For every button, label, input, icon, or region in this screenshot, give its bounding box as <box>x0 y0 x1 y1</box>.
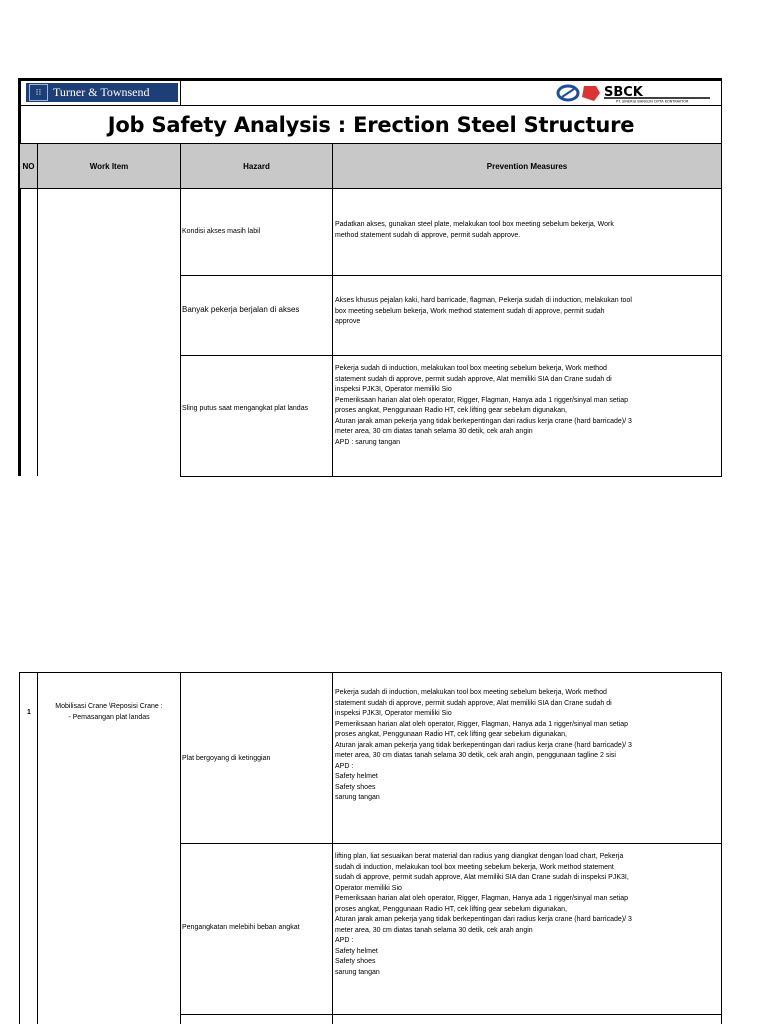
prevention-line: meter area, 30 cm diatas tanah selama 30 detik, cek arah angin <box>335 926 533 934</box>
prevention-line: proses angkat, Penggunaan Radio HT, cek lifting gear sebelum digunakan, <box>335 407 567 414</box>
col-line-1 <box>37 144 38 476</box>
prevention-line: Safety helmet <box>335 947 378 955</box>
prevention-line: meter area, 30 cm diatas tanah selama 30 detik, cek arah angin <box>335 428 533 435</box>
work-item-line: - Pemasangan plat landas <box>68 713 150 721</box>
hazard-cell: Banyak pekerja berjalan di akses <box>182 305 300 314</box>
table-top-border <box>18 78 722 81</box>
prevention-line: sarung tangan <box>335 968 380 976</box>
prevention-line: Padatkan akses, gunakan steel plate, melakukan tool box meeting sebelum bekerja, Work <box>335 221 614 228</box>
prevention-line: APD : <box>335 762 354 770</box>
p2-col-line-1 <box>37 672 38 1024</box>
col-header-work-item: Work Item <box>38 144 180 188</box>
header-bottom <box>20 188 722 189</box>
prevention-line: approve <box>335 318 361 325</box>
row-sep-1 <box>180 275 722 276</box>
sbck-logo <box>556 82 716 104</box>
prevention-line: meter area, 30 cm diatas tanah selama 30 detik, cek arah angin, penggunaan tagline 2 sisi <box>335 752 616 759</box>
logo-row-bottom <box>20 105 722 106</box>
hazard-cell: Pengangkatan melebihi beban angkat <box>182 924 300 931</box>
turner-townsend-text: Turner & Townsend <box>53 85 150 99</box>
sbck-text: SBCK <box>604 85 643 100</box>
turner-townsend-logo <box>26 83 178 102</box>
sbck-subtitle: PT. SINERGI BANGUN CIPTA KONTRAKTOR <box>616 99 689 104</box>
prevention-cell <box>335 364 721 448</box>
hazard-cell: Sling putus saat mengangkat plat landas <box>182 405 309 412</box>
hazard-cell: Kondisi akses masih labil <box>182 228 261 235</box>
p2-top-border <box>19 672 722 673</box>
prevention-line: Aturan jarak aman pekerja yang tidak berkepentingan dari radius kerja crane (hard barricade)/ 3 <box>335 916 632 923</box>
prevention-line: Pekerja sudah di induction, melakukan tool box meeting sebelum bekerja, Work method <box>335 365 607 372</box>
prevention-line: statement sudah di approve, permit sudah approve, Alat memiliki SIA dan Crane sudah di <box>335 375 612 383</box>
prevention-cell <box>335 852 721 978</box>
hazard-cell: Plat bergoyang di ketinggian <box>182 755 271 762</box>
prevention-line: method statement sudah di approve, permit sudah approve. <box>335 231 521 239</box>
p2-col-line-2 <box>180 672 181 1024</box>
prevention-line: Operator memiliki Sio <box>335 884 402 892</box>
prevention-line: proses angkat, Penggunaan Radio HT, cek lifting gear sebelum digunakan, <box>335 731 567 738</box>
page-title: Job Safety Analysis : Erection Steel Structure <box>107 113 635 137</box>
prevention-line: statement sudah di approve, permit sudah approve, Alat memiliki SIA dan Crane sudah di <box>335 699 612 707</box>
prevention-line: Aturan jarak aman pekerja yang tidak berkepentingan dari radius kerja crane (hard barricade)/ 3 <box>335 417 632 425</box>
p2-row-sep-1 <box>180 843 722 844</box>
col-header-no: NO <box>20 144 37 188</box>
prevention-line: Pekerja sudah di induction, melakukan tool box meeting sebelum bekerja, Work method <box>335 689 607 696</box>
prevention-cell <box>335 220 721 241</box>
prevention-cell <box>335 688 721 804</box>
prevention-line: sudah di induction, melakukan tool box meeting sebelum bekerja, Work method statement <box>335 863 614 871</box>
prevention-line: Safety shoes <box>335 958 376 965</box>
prevention-line: Aturan jarak aman pekerja yang tidak berkepentingan dari radius kerja crane (hard barricade)/ 3 <box>335 741 632 749</box>
prevention-line: proses angkat, Penggunaan Radio HT, cek lifting gear sebelum digunakan, <box>335 905 567 913</box>
prevention-line: Safety helmet <box>335 773 378 780</box>
logo-divider <box>180 81 181 105</box>
col-line-2 <box>180 144 181 477</box>
prevention-line: sudah di approve, permit sudah approve, Alat memiliki SIA dan Crane sudah di inspeksi PJK3I, <box>335 874 629 881</box>
prevention-line: Akses khusus pejalan kaki, hard barricade, flagman, Pekerja sudah di induction, melakukan tool <box>335 297 632 304</box>
prevention-line: Safety shoes <box>335 783 376 791</box>
row-sep-3 <box>180 476 722 477</box>
prevention-line: box meeting sebelum bekerja, Work method statement sudah di approve, permit sudah <box>335 307 605 315</box>
prevention-line: APD : sarung tangan <box>335 438 400 446</box>
col-header-hazard: Hazard <box>181 144 332 188</box>
prevention-cell <box>335 296 721 328</box>
tt-dots-icon: ⁝⁝ <box>29 84 48 101</box>
prevention-line: inspeksi PJK3I, Operator memiliki Sio <box>335 386 452 393</box>
prevention-line: sarung tangan <box>335 794 380 801</box>
prevention-line: APD : <box>335 937 354 944</box>
prevention-line: Pemeriksaan harian alat oleh operator, Rigger, Flagman, Hanya ada 1 rigger/sinyal man setiap <box>335 895 628 902</box>
work-item-cell <box>39 702 179 723</box>
p2-left-border <box>19 672 20 1024</box>
prevention-line: Pemeriksaan harian alat oleh operator, Rigger, Flagman, Hanya ada 1 rigger/sinyal man setiap <box>335 396 628 404</box>
p2-col-line-3 <box>332 672 333 1024</box>
p2-row-sep-2 <box>180 1014 722 1015</box>
row-number: 1 <box>27 709 31 716</box>
col-line-3 <box>332 144 333 477</box>
row-sep-2 <box>180 355 722 356</box>
prevention-line: inspeksi PJK3I, Operator memiliki Sio <box>335 710 452 717</box>
sbck-red-icon <box>582 86 600 101</box>
prevention-line: Pemeriksaan harian alat oleh operator, Rigger, Flagman, Hanya ada 1 rigger/sinyal man setiap <box>335 720 628 728</box>
p2-right-border <box>721 672 722 1024</box>
work-item-line: Mobilisasi Crane \Reposisi Crane : <box>55 703 163 710</box>
prevention-line: lifting plan, liat sesuaikan berat material dan radius yang diangkat dengan load chart, Pekerja <box>335 853 624 860</box>
col-header-prevention: Prevention Measures <box>333 144 721 188</box>
